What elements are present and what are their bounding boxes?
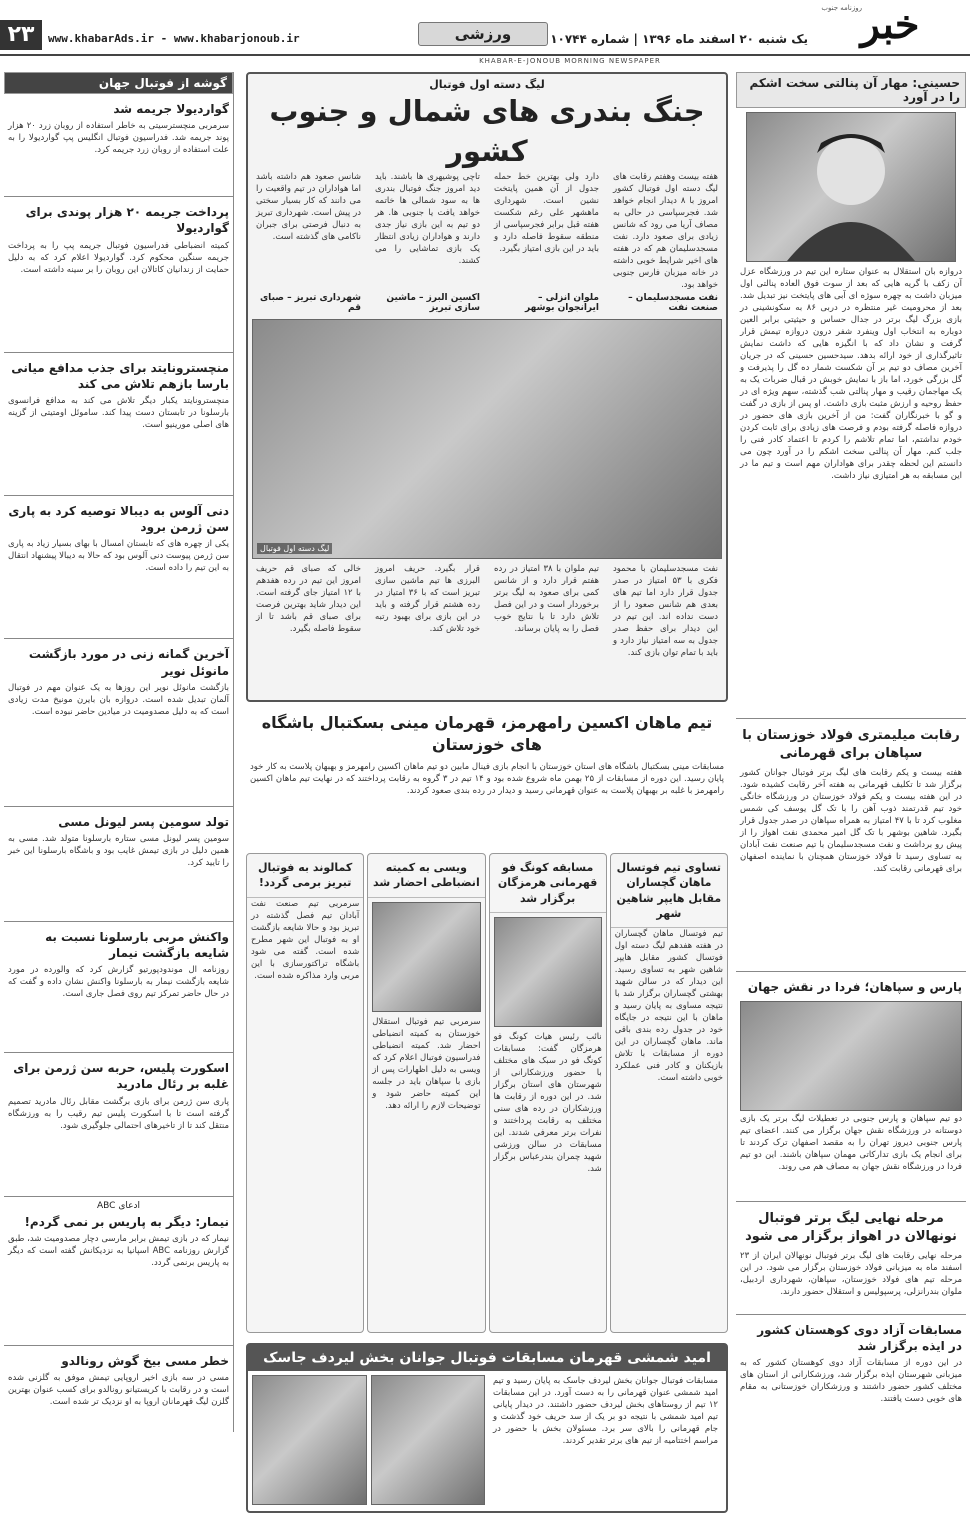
portrait-icon <box>747 113 955 261</box>
lead-text: نفت مسجدسلیمان با محمود فکری با ۵۳ امتیاز در صدر جدول قرار دارد اما تیم های بعدی هم شانس صعود را از دست نداده اند. این تیم در این دیدار برای حفظ صدر جدول به سه امتیاز نیاز دارد و باید با تمام توان بازی کند. <box>613 564 718 658</box>
article-title: اسکورت پلیس، حربه سن ژرمن برای غلبه بر رئال مادرید <box>13 1061 229 1092</box>
news-box <box>367 853 485 1333</box>
match-heading: شهرداری تبریز – صبای قم <box>259 293 361 313</box>
article-body: کمیته انضباطی فدراسیون فوتبال جریمه پپ را به پرداخت جریمه سنگین محکوم کرد. گواردیولا اعلام کرد که به دلیل حمایت از زندانیان کاتالان این روبان را بر سینه داشته است. <box>8 240 229 275</box>
left-column <box>4 72 234 1432</box>
article-kicker: ادعای ABC <box>97 1200 140 1211</box>
match-photo <box>740 1001 962 1111</box>
article-title: منچسترونایتد برای جذب مدافع میانی بارسا بازهم تلاش می کند <box>11 360 229 391</box>
coach-photo <box>372 902 480 1012</box>
column-label: گوشه از فوتبال جهان <box>4 72 233 94</box>
article-title: پرداخت جریمه ۲۰ هزار پوندی برای گواردیولا <box>25 205 229 236</box>
news-box <box>489 853 607 1333</box>
match-heading: نفت مسجدسلیمان – صنعت نفت <box>628 293 718 313</box>
match-heading: ملوان انزلی – ایرانجوان بوشهر <box>525 293 599 313</box>
section-label: ورزشی <box>418 22 548 46</box>
article-body: مسی در سه بازی اخیر اروپایی تیمش موفق به گلزنی شده است و در رقابت با کریستیانو رونالدو برای کسب عنوان بهترین گلزن لیگ قهرمانان اروپا به او نزدیک تر شده است. <box>8 1373 229 1407</box>
article-title: حسینی: مهار آن پنالتی سخت اشکم را در آورد <box>736 72 966 108</box>
youth-football-photo <box>371 1375 486 1505</box>
lead-text: تاچی پوشیهری ها باشند. باید دید امروز جنگ فوتبال بندری ها به سود شمالی ها خاتمه خواهد یافت یا جنوبی ها. هر دو تیم به این بازی نیاز جدی دارند و هواداران زیادی انتظار یک بازی تماشایی را می کشند. <box>375 172 480 266</box>
lead-kicker: لیگ دسته اول فوتبال <box>429 78 545 91</box>
box-body: تیم فوتسال ماهان گچساران در هفته هفدهم لیگ دسته اول فوتسال کشور مقابل هایپر شاهین شهر به تساوی رسید. این دیدار که در سالن شهید بهشتی گچساران برگزار شد با نتیجه مساوی به پایان رسید و ماهان با این نتیجه در جایگاه خود در جدول رده بندی باقی ماند. ماهان گچساران در این دوره از مسابقات با تلاش بازیکنان و کادر فنی عملکرد خوبی داشته است. <box>614 929 723 1084</box>
lead-text: دارد ولی بهترین خط حمله جدول از آن همین پایتخت نشین است. شهرداری ماهشهر علی رغم شکست هفته قبل برابر فجرسپاسی از منطقه سقوط فاصله دارد و باید در این بازی امتیاز بگیرد. <box>494 172 599 254</box>
article-title: تولد سومین پسر لیونل مسی <box>58 814 229 829</box>
match-heading: اکسین البرز – ماشین سازی تبریز <box>386 293 480 313</box>
bottom-article <box>246 1343 728 1513</box>
lead-text: قرار بگیرد. حریف امروز البرزی ها تیم ماشین سازی تبریز است که با ۳۶ امتیاز در رده هشتم قرار گرفته و باید در این بازی برای بهبود رتبه خود تلاش کند. <box>375 564 480 634</box>
article-body: مرحله نهایی رقابت های لیگ برتر فوتبال نونهالان ایران از ۲۳ اسفند ماه به میزبانی فولاد خوزستان برگزار می شود. در این مرحله تیم های فولاد خوزستان، سپاهان، شهرداری اردبیل، ملوان بندرانزلی، پرسپولیس و استقلال حضور دارند. <box>740 1250 962 1297</box>
box-body: سرمربی تیم فوتبال استقلال خوزستان به کمیته انضباطی احضار شد. کمیته انضباطی فدراسیون فوتبال اعلام کرد که ویسی به دلیل اظهارات پس از بازی با سپاهان باید در جلسه این کمیته حاضر شود و توضیحات لازم را ارائه دهد. <box>372 1016 481 1111</box>
lead-text: تیم ملوان با ۳۸ امتیاز در رده هفتم قرار دارد و از شانس کمی برای صعود به لیگ برتر برخوردار است و در این فصل تلاش دارد تا با نتایج خوب فصل را به پایان برساند. <box>494 564 600 634</box>
article-title: دنی آلوس به دیبالا توصیه کرد به پاری سن ژرمن برود <box>8 503 229 535</box>
lead-text: خالی که صبای قم حریف امروز این تیم در رده هفدهم با ۱۲ امتیاز جای گرفته است. این دیدار شاید بهترین فرصت برای صبای قم باشد تا از سقوط فاصله بگیرد. <box>256 564 361 634</box>
box-title: مسابقه کونگ فو قهرمانی هرمزگان برگزار شد <box>490 854 606 913</box>
box-title: کمالوند به فوتبال تبریز برمی گردد! <box>247 854 363 898</box>
news-box <box>246 853 364 1333</box>
article-title: نیمار: دیگر به پاریس بر نمی گردم! <box>24 1214 229 1229</box>
news-box <box>610 853 728 1333</box>
article-title: مرحله نهایی لیگ برتر فوتبال نونهالان در اهواز برگزار می شود <box>745 1210 957 1244</box>
lead-text: هفته بیست وهفتم رقابت های لیگ دسته اول فوتبال کشور امروز با ۸ دیدار انجام خواهد شد. فجرسپاسی در حالی به مصاف آریا می رود که شانس زیادی برای صعود دارد. نفت مسجدسلیمان هم که در هفته های اخیر شرایط خوبی داشته در خانه میزبان فارس جنوبی خواهد بود. <box>613 172 718 290</box>
page-header <box>0 0 970 56</box>
article-body: سرمربی منچسترسیتی به خاطر استفاده از روبان زرد ۲۰ هزار پوند جریمه شد. فدراسیون فوتبال انگلیس پپ گواردیولا را به علت استفاده از روبان زرد جریمه کرد. <box>8 121 229 156</box>
article-body: پاری سن ژرمن برای بازی برگشت مقابل رئال مادرید تصمیم گرفته است تا با اسکورت پلیس تیم رقیب را به ورزشگاه منتقل کند تا از تاخیرهای احتمالی جلوگیری شود. <box>8 1096 229 1131</box>
article-body: هفته بیست و یکم رقابت های لیگ برتر فوتبال جوانان کشور برگزار شد تا تکلیف قهرمانی به هفته آخر رقابت کشیده شود. در این هفته بیست و یکم فولاد خوزستان در ورزشگاه خانگی خود تیم قدرتمند ذوب آهن را با تک گل یوسف کی شمس مغلوب کرد تا با ۴۷ امتیاز به همراه سپاهان در صدر جدول قرار بگیرد. شاهین بوشهر با تک گل امیر محمدی نفت اهواز را از پیش رو برداشت و نفت مسجدسلیمان با تیم صنعت نفت آبادان به تساوی رسید تا فولاد خوزستان همچنان با نماینده اصفهان برای قهرمانی رقابت کند. <box>740 768 962 875</box>
lead-headline: جنگ بندری های شمال و جنوب کشور <box>269 94 705 168</box>
page-number: ۲۳ <box>0 20 42 50</box>
website-url[interactable]: www.khabarAds.ir - www.khabarjonoub.ir <box>48 32 300 45</box>
article-body: سومین پسر لیونل مسی ستاره بارسلونا متولد شد. مسی به همین دلیل در بازی تیمش غایب بود و باشگاه بارسلونا این خبر را تایید کرد. <box>8 833 229 868</box>
lead-article <box>246 72 728 702</box>
player-photo <box>746 112 956 262</box>
article-body: منچسترونایتد یکبار دیگر تلاش می کند به مدافع فرانسوی بارسلونا در تابستان دست پیدا کند. ساموئل اومتیتی از گزینه های اصلی مورینیو است. <box>8 395 229 430</box>
article-body: روزنامه ال موندودپورتیو گزارش کرد که والورده در مورد شایعه بازگشت نیمار به بارسلونا واکنش نشان داده و گفت که در حال حاضر تمرکز تیم روی فصل جاری است. <box>8 965 229 1000</box>
box-body: سرمربی تیم صنعت نفت آبادان تیم فصل گذشته در تبریز بود و حالا شایعه بازگشت او به فوتبال این شهر مطرح شده است. گفته می شود باشگاه تراکتورسازی با این مربی وارد مذاکره شده است. <box>251 898 360 981</box>
article-body: دو تیم سپاهان و پارس جنوبی در تعطیلات لیگ برتر یک بازی دوستانه در ورزشگاه نقش جهان برگزار می کنند. اعضای تیم پارس جنوبی دیروز تهران را به مقصد اصفهان ترک کردند تا برای انجام یک بازی تدارکاتی مهمان سپاهان باشند. این دو تیم فردا در ورزشگاه نقش جهان به مصاف هم می روند. <box>740 1113 962 1172</box>
article-title: رقابت میلیمتری فولاد خوزستان با سپاهان برای قهرمانی <box>742 728 960 762</box>
trophy-photo <box>252 1375 367 1505</box>
box-body: نائب رئیس هیات کونگ فو هرمزگان گفت: مسابقات کونگ فو در سبک های مختلف با حضور ورزشکارانی از شهرستان های استان برگزار شد. در این دوره از رقابت ها ورزشکاران در رده های سنی مختلف به رقابت پرداختند و نفرات برتر معرفی شدند. این مسابقات در سالن ورزشی شهید چمران بندرعباس برگزار شد. <box>493 1031 602 1174</box>
article-body: مسابقات مینی بسکتبال باشگاه های استان خوزستان با انجام بازی فینال مابین دو تیم ماهان اکسین رامهرمز و بهبهان پلاست به کار خود پایان رسید. این دوره از مسابقات از ۲۵ بهمن ماه شروع شده بود و ۱۴ تیم در ۳ گروه به رقابت پرداختند که در نهایت تیم ماهان اکسین رامهرمز با غلبه بر بهبهان پلاست به عنوان قهرمانی رسید و دیدار در رده بندی صعود کردند. <box>250 761 724 796</box>
kungfu-photo <box>494 917 602 1027</box>
issue-date: یک شنبه ۲۰ اسفند ماه ۱۳۹۶ | شماره ۱۰۷۴۴ <box>550 32 808 46</box>
masthead-english: KHABAR-E-JONOUB MORNING NEWSPAPER <box>479 57 661 65</box>
photo-caption: لیگ دسته اول فوتبال <box>257 543 332 554</box>
article-body: دروازه بان استقلال به عنوان ستاره این تیم در ورزشگاه عزل آن زکف با گریه هایی که بعد از سوت فوق العاده پنالتی اول میزبان داشت به چهره سوژه ای آبی های پایتخت نیز تبدیل شد. بعد از محرومیت غیر منتظره در دربی ۸۶ به سکونشینی در بازی بزرگ لیگ برتر در جدال حساس و حیثیتی برابر العین دوباره به انتخاب اول وینفرد شفر درون دروازه تیمش قرار گرفت و نشان داد که با انگیزه هایی که داشت نمایش تاثیرگذاری از خود ارائه بدهد. سیدحسین حسینی که در جریان آخرین مصاف دو تیم بر آن شکست شمار ده گل را پذیرفت و گل بزرگی خورد، اما باز با نمایش خوبش در قبال ضربات یک به یک مهاجمان رقیب و مهار پنالتی شب گذشته، سهم ویژه ای در حفظ روحیه و ارزش مثبت بازی داشت. او پس از بازی در گفت و گو با خبرنگاران گفت: من از آخرین بازی های حضور در دروازه فاصله گرفته بودم و فرصت های زیادی برای ثابت کردن خودم نداشتم، اما تمام تلاشم را کردم تا اعتماد کادر فنی را جلب کنم. مهار آن پنالتی سخت اشکم را در آورد چون می دانستم این لحظه چقدر برای هواداران مهم است و تیم ما در این مسابقه به هر امتیازی نیاز داشت. <box>740 267 962 481</box>
article-body: نیمار که در بازی تیمش برابر مارسی دچار مصدومیت شد، طبق گزارش روزنامه ABC اسپانیا به نزدیکانش گفته است که دیگر به پاریس برنمی گردد. <box>8 1233 229 1268</box>
article-body: یکی از چهره های که تابستان امسال با بهای بسیار زیاد به پاری سن ژرمن پیوست دنی آلوس بود که حالا به دیبالا پیشنهاد انتقال به این تیم را داده است. <box>8 539 229 574</box>
article-title: خطر مسی بیخ گوش رونالدو <box>61 1353 229 1368</box>
lead-text: شانس صعود هم داشته باشد اما هواداران در تیم واقعیت را می دانند که کار بسیار سختی در پیش است. شهرداری تبریز به دنبال فرصتی برای جبران ناکامی های گذشته است. <box>256 172 361 242</box>
article-title: آخرین گمانه زنی در مورد بازگشت مانوئل نویر <box>28 647 229 678</box>
center-column <box>246 72 728 1446</box>
football-action-photo <box>252 319 722 559</box>
box-title: تساوی تیم فوتسال ماهان گچساران مقابل هایپر شاهین شهر <box>611 854 727 929</box>
article-title: گواردیولا جریمه شد <box>113 102 229 116</box>
article-title: امید شمشی قهرمان مسابقات فوتبال جوانان بخش لیردف جاسک <box>248 1345 726 1371</box>
article-body: بازگشت مانوئل نویر این روزها به یک عنوان مهم در فوتبال آلمان تبدیل شده است. دروازه بان بایرن مونیخ مدت زیادی است که به دلیل مصدومیت در میادین حاضر نبوده است. <box>8 682 229 717</box>
news-boxes <box>246 853 728 1333</box>
article-body: مسابقات فوتبال جوانان بخش لیردف جاسک به پایان رسید و تیم امید شمشی عنوان قهرمانی را به دست آورد. در این مسابقات ۱۲ تیم از روستاهای بخش لیردف حضور داشتند. در دیدار پایانی تیم امید شمشی با نتیجه دو بر یک از سد حریف خود گذشت و جام قهرمانی را بالای سر برد. مسئولان بخش با حضور در مراسم اختتامیه از تیم های برتر تقدیر کردند. <box>493 1375 718 1446</box>
article-title: پارس و سپاهان؛ فردا در نقش جهان <box>747 980 962 995</box>
logo-subtitle: روزنامه جنوب <box>821 4 862 12</box>
article-title: واکنش مربی بارسلونا نسبت به شایعه بازگشت نیمار <box>45 929 229 961</box>
article-title: مسابقات آزاد دوی کوهستان کشور در ایذه برگزار شد <box>757 1322 962 1354</box>
right-column <box>736 72 966 1432</box>
article-title: تیم ماهان اکسین رامهرمز، قهرمان مینی بسکتبال باشگاه های خوزستان <box>261 713 713 755</box>
box-title: ویسی به کمیته انضباطی احضار شد <box>368 854 484 898</box>
article-body: در این دوره از مسابقات آزاد دوی کوهستان کشور که به میزبانی شهرستان ایذه برگزار شد، ورزشکارانی از استان های مختلف کشور حضور داشتند و ورزشکاران خوزستانی به مقام های خوبی دست یافتند. <box>740 1358 962 1405</box>
newspaper-logo: خبر <box>860 1 920 48</box>
